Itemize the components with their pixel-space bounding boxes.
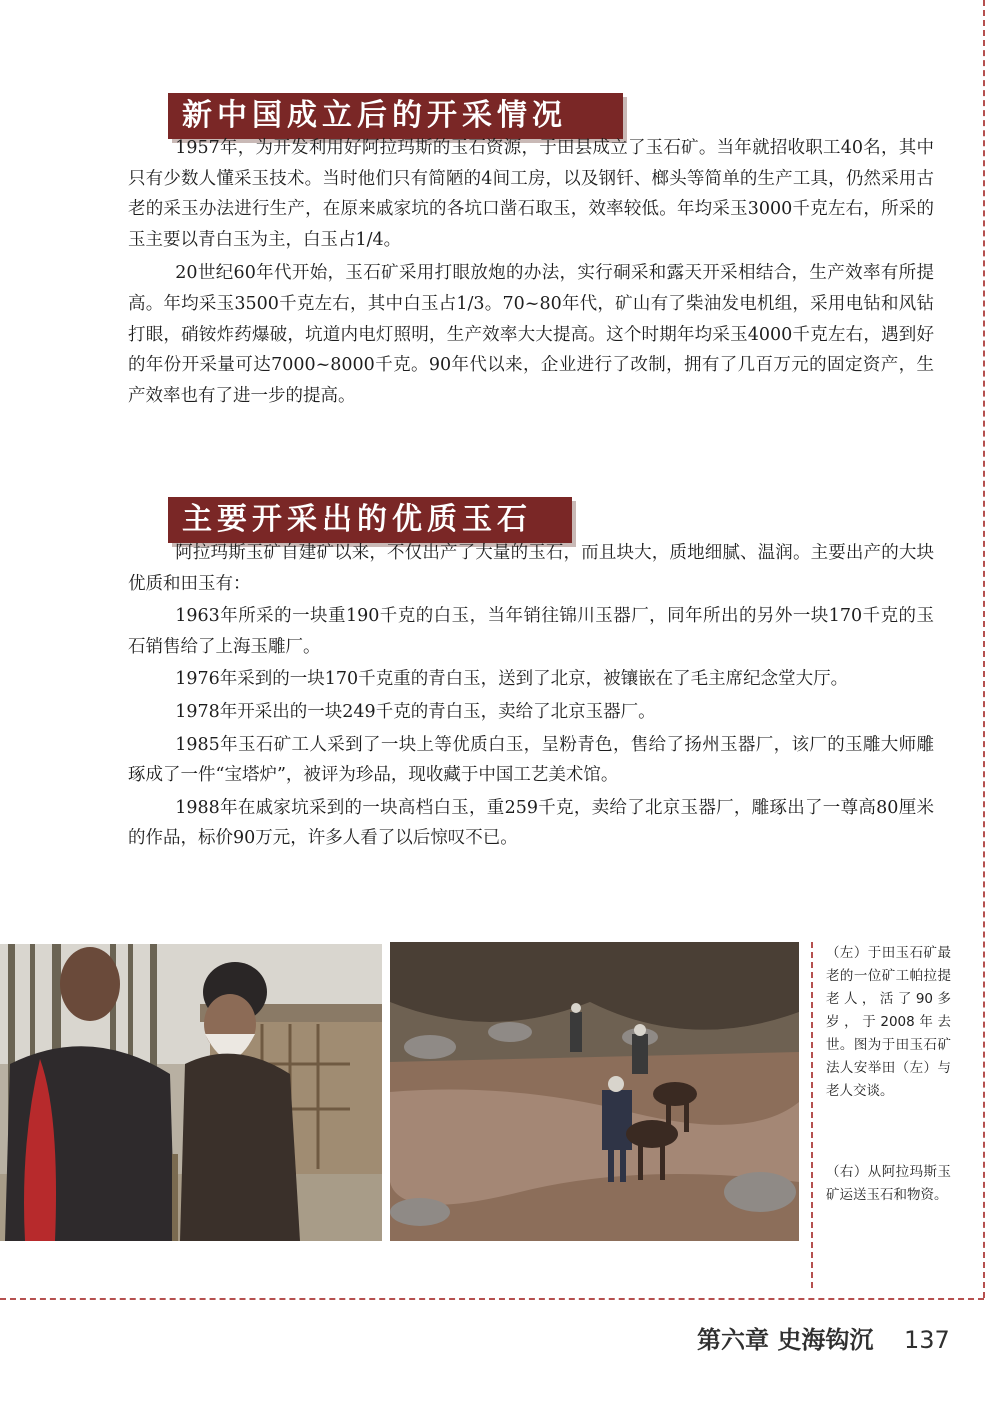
paragraph: 1976年采到的一块170千克重的青白玉，送到了北京，被镶嵌在了毛主席纪念堂大厅。 xyxy=(175,669,849,690)
paragraph: 1963年所采的一块重190千克的白玉，当年销往锦川玉器厂，同年所出的另外一块170千克的玉石销售给了上海玉雕厂。 xyxy=(128,606,934,657)
page-frame-bottom-border xyxy=(0,1298,984,1300)
page-number: 137 xyxy=(904,1326,950,1354)
section-body-post-1949-mining xyxy=(128,133,934,411)
paragraph: 阿拉玛斯玉矿自建矿以来，不仅出产了大量的玉石，而且块大，质地细腻、温润。主要出产的大块优质和田玉有： xyxy=(128,543,934,594)
section-heading-post-1949-mining: 新中国成立后的开采情况 xyxy=(168,93,623,139)
paragraph: 1985年玉石矿工人采到了一块上等优质白玉，呈粉青色，售给了扬州玉器厂，该厂的玉雕大师雕琢成了一件“宝塔炉”，被评为珍品，现收藏于中国工艺美术馆。 xyxy=(128,734,934,786)
caption-right-photo: （右）从阿拉玛斯玉矿运送玉石和物资。 xyxy=(826,1164,951,1203)
paragraph: 1957年，为开发利用好阿拉玛斯的玉石资源，于田县成立了玉石矿。当年就招收职工40名，其中只有少数人懂采玉技术。当时他们只有简陋的4间工房，以及钢钎、榔头等简单的生产工具，仍然采用古老的采玉办法进行生产，在原来戚家坑的各坑口凿石取玉，效率较低。年均采玉3000千克左右，所采的玉主要以青白玉为主，白玉占1/4。 xyxy=(128,138,934,250)
photo-donkeys-crossing-river xyxy=(390,942,799,1241)
page-frame-right-border xyxy=(983,0,985,1298)
paragraph: 1988年在戚家坑采到的一块高档白玉，重259千克，卖给了北京玉器厂，雕琢出了一尊高80厘米的作品，标价90万元，许多人看了以后惊叹不已。 xyxy=(128,797,934,849)
caption-left-photo: （左）于田玉石矿最老的一位矿工帕拉提老人，活了90多岁，于2008年去世。图为于田玉石矿法人安举田（左）与老人交谈。 xyxy=(826,945,951,1099)
section-body-quality-jade xyxy=(128,538,934,854)
paragraph: 20世纪60年代开始，玉石矿采用打眼放炮的办法，实行硐采和露天开采相结合，生产效率有所提高。年均采玉3500千克左右，其中白玉占1/3。70~80年代，矿山有了柴油发电机组，采用电钻和风钻打眼，硝铵炸药爆破，坑道内电灯照明，生产效率大大提高。这个时期年均采玉4000千克左右，遇到好的年份开采量可达7000~8000千克。90年代以来，企业进行了改制，拥有了几百万元的固定资产，生产效率也有了进一步的提高。 xyxy=(128,263,934,406)
photo-old-miner-conversation xyxy=(0,944,382,1241)
section-heading-quality-jade: 主要开采出的优质玉石 xyxy=(168,497,572,543)
footer-chapter-title: 第六章 史海钩沉 xyxy=(697,1325,874,1354)
photo-caption-box xyxy=(811,942,951,1288)
paragraph: 1978年开采出的一块249千克的青白玉，卖给了北京玉器厂。 xyxy=(175,701,656,722)
